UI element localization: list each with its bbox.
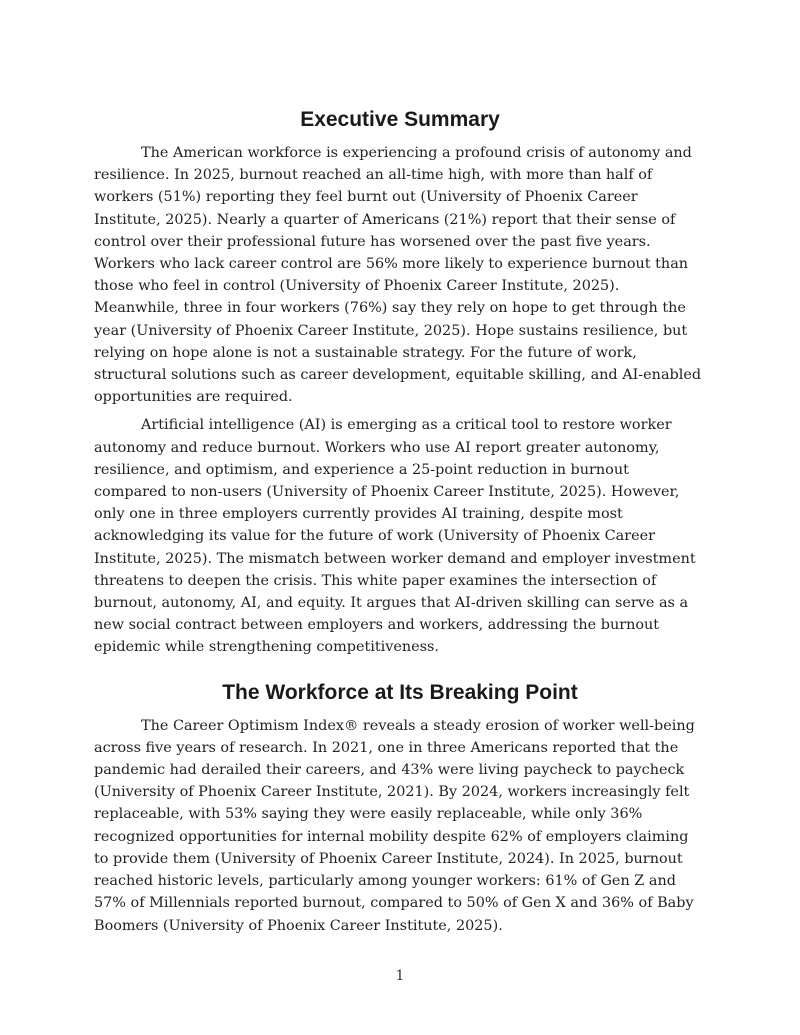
paragraph-executive-summary-1: The American workforce is experiencing a profound crisis of autonomy and resilience. In 2025, burnout reached an all-time high, with more than half of workers (51%) reporting they feel burnt out (University of Phoenix Career Institute, 2025). Nearly a quarter of Americans (21%) report that their sense of control over their professional future has worsened over the past five years. Workers who lack career control are 56% more likely to experience burnout than those who feel in control (University of Phoenix Career Institute, 2025). Meanwhile, three in four workers (76%) say they rely on hope to get through the year (University of Phoenix Career Institute, 2025). Hope sustains resilience, but relying on hope alone is not a sustainable strategy. For the future of work, structural solutions such as career development, equitable skilling, and AI-enabled opportunities are required. [94,145,702,406]
page-number: 1 [395,968,405,984]
paragraph-workforce-breaking-point-1: The Career Optimism Index® reveals a steady erosion of worker well-being across five years of research. In 2021, one in three Americans reported that the pandemic had derailed their careers, and 43% were living paycheck to paycheck (University of Phoenix Career Institute, 2021). By 2024, workers increasingly felt replaceable, with 53% saying they were easily replaceable, while only 36% recognized opportunities for internal mobility despite 62% of employers claiming to provide them (University of Phoenix Career Institute, 2024). In 2025, burnout reached historic levels, particularly among younger workers: 61% of Gen Z and 57% of Millennials reported burnout, compared to 50% of Gen X and 36% of Baby Boomers (University of Phoenix Career Institute, 2025). [94,717,695,934]
paragraph-executive-summary-2: Artificial intelligence (AI) is emerging as a critical tool to restore worker autonomy and reduce burnout. Workers who use AI report greater autonomy, resilience, and optimism, and experience a 25-point reduction in burnout compared to non-users (University of Phoenix Career Institute, 2025). However, only one in three employers currently provides AI training, despite most acknowledging its value for the future of work (University of Phoenix Career Institute, 2025). The mismatch between worker demand and employer investment threatens to deepen the crisis. This white paper examines the intersection of burnout, autonomy, AI, and equity. It argues that AI-driven skilling can serve as a new social contract between employers and workers, addressing the burnout epidemic while strengthening competitiveness. [94,417,696,656]
section-heading-workforce-breaking-point: The Workforce at Its Breaking Point [222,680,578,704]
document-page [94,106,706,943]
section-heading-executive-summary: Executive Summary [300,108,500,131]
